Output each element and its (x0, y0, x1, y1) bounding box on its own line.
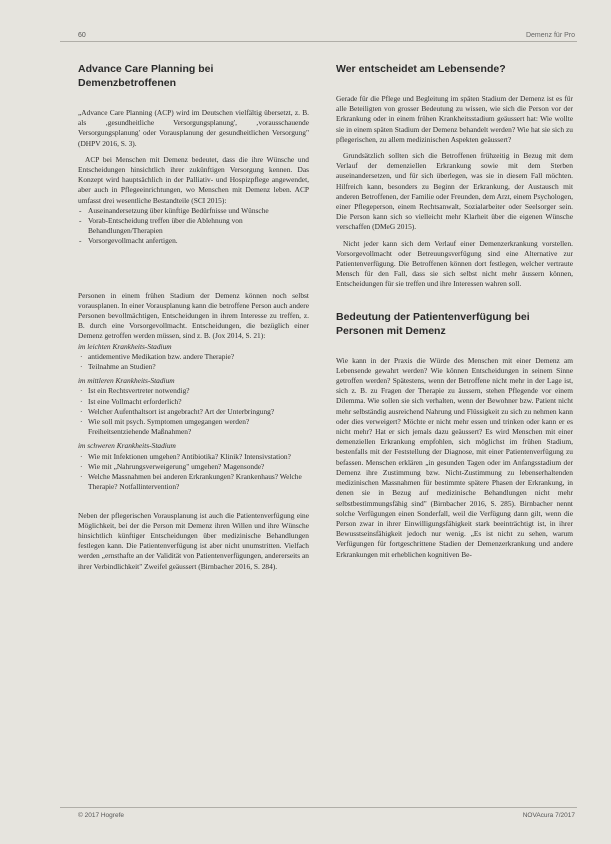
stage-heading: im mittleren Krankheits-Stadium (78, 376, 175, 386)
paragraph: ACP bei Menschen mit Demenz bedeutet, dass die ihre Wünsche und Entscheidungen hinsichtlich ihrer zukünftigen Versorgung kennen. Das Konzept wird hauptsächlich in der Palliativ- und Hospizpflege angewendet, aber auch in Pflegeeinrichtungen, wo Menschen mit Demenz leben. ACP umfasst drei wesentliche Bestandteile (SCI 2015): (78, 154, 309, 205)
section-heading-lebensende: Wer entscheidet am Lebensende? (336, 63, 506, 75)
list-item: · Welcher Aufenthaltsort ist angebracht? Art der Unterbringung? (88, 407, 309, 417)
stage-list (78, 386, 309, 437)
paragraph: Nicht jeder kann sich dem Verlauf einer Demenzerkrankung vorstellen. Vorsorgevollmacht oder Betreuungsverfügung sind eine Alternative zur Patientenverfügung. Die Betroffenen können dort festlegen, welcher vertraute Mensch für den Fall, dass sie sich selbst nicht mehr äussern können, Entscheidungen für sie treffen und ihre Interessen wahren soll. (336, 238, 573, 289)
footer-journal: NOVAcura 7/2017 (522, 812, 575, 819)
paragraph: Personen in einem frühen Stadium der Demenz können noch selbst vorausplanen. In einer Vorausplanung kann die betroffene Person auch andere Personen bevollmächtigen, Entscheidungen in ihrem Interesse zu treffen, z. B. durch eine Vorsorgevollmacht. Entscheidungen, die bezüglich einer Demenz getroffen werden müssen, sind z. B. (Jox 2014, S. 21): (78, 290, 309, 341)
stage-heading: im leichten Krankheits-Stadium (78, 341, 172, 351)
paragraph: Gerade für die Pflege und Begleitung im späten Stadium der Demenz ist es für alle Beteiligten von grosser Bedeutung zu wissen, wie sich die Person vor der Erkrankung oder in einem frühen Krankheitsstadium geäussert hat: Wie wollte sie in einem späten Stadium der Demenz behandelt werden? Wie hat sie sich zu pflegerischen, zu allem medizinischen Aspekten geäussert? (336, 94, 573, 144)
paragraph: Grundsätzlich sollten sich die Betroffenen frühzeitig in Bezug mit dem Verlauf der demenziellen Erkrankung sowie mit dem Sterben auseinandersetzen, und für sich überlegen, was sie in diesem Fall möchten. Hilfreich kann, besonders zu Beginn der Erkrankung, der Austausch mit anderen Betroffenen, der Familie oder Freunden, dem Arzt, einem Psychologen, einer Pflegeperson, einem Rechtsanwalt, Sozialarbeiter oder Seelsorger sein. Die Person kann sich so vielleicht mehr Klarheit über die eigenen Wünsche verschaffen (DMeG 2015). (336, 151, 573, 232)
list-item: - Vorab-Entscheidung treffen über die Ablehnung von Behandlungen/Therapien (88, 216, 309, 236)
footer-copyright: © 2017 Hogrefe (78, 812, 124, 819)
stage-list (78, 352, 309, 372)
stage-list (78, 452, 309, 493)
paragraph: „Advance Care Planning (ACP) wird im Deutschen vielfältig übersetzt, z. B. als ‚gesundheitliche Versorgungsplanung', ‚vorausschauende Versorgungsplanung' oder Vorausplanung der gesundheitlichen Versorgung" (DHPV 2016, S. 3). (78, 108, 309, 148)
stage-heading: im schweren Krankheits-Stadium (78, 441, 176, 451)
list-item: - Vorsorgevollmacht anfertigen. (88, 236, 309, 246)
acp-components-list (78, 206, 309, 247)
list-item: · antidementive Medikation bzw. andere Therapie? (88, 352, 309, 362)
list-item: - Auseinandersetzung über künftige Bedürfnisse und Wünsche (88, 206, 309, 216)
list-item: · Wie mit „Nahrungsverweigerung" umgehen? Magensonde? (88, 462, 309, 472)
section-heading-acp: Advance Care Planning bei Demenzbetroffenen (78, 63, 214, 89)
running-head: Demenz für Pro (525, 32, 575, 39)
left-column (78, 62, 309, 578)
page-number: 60 (78, 32, 86, 39)
section-heading-patientenverfuegung: Bedeutung der Patientenverfügung bei Personen mit Demenz (336, 310, 530, 337)
list-item: · Welche Massnahmen bei anderen Erkrankungen? Krankenhaus? Welche Therapie? Notfallintervention? (88, 472, 309, 492)
list-item: · Ist ein Rechtsvertreter notwendig? (88, 386, 309, 396)
paragraph: Wie kann in der Praxis die Würde des Menschen mit einer Demenz am Lebensende gewahrt werden? Wie können Entscheidungen in seinem Sinne getroffen werden? Spätestens, wenn der Betroffene nicht mehr in der Lage ist, sich z. B. zu Fragen der Therapie zu äussern, stehen Pflegende vor einem Dilemma. Wie sollen sie sich verhalten, wenn der Bewohner bzw. Patient nicht mehr selbständig ausreichend Nahrung und Flüssigkeit zu sich zu nehmen kann oder dies verweigert? Möchte er nicht mehr essen und trinken oder kann er es nicht mehr? Hat er sich jemals dazu geäussert? Es wird Menschen mit einer demenziellen Erkrankung empfohlen, sich möglichst im frühen Stadium, bestenfalls mit der Feststellung der Diagnose, mit einer Patientenverfügung zu befassen. Menschen erklären „in gesunden Tagen oder im Anfangsstadium der Demenz ihre Zustimmung bzw. Nicht-Zustimmung zu lebenserhaltenden medizinischen Massnahmen für bestimmte spätere Phasen der Erkrankung, in denen sie in Bezug auf medizinische Behandlungen nicht mehr selbstbestimmungsfähig sind" (Birnbacher 2016, S. 285). Birnbacher nennt solche Verfügungen einen Sonderfall, weil die Verfügung dann gilt, wenn die Person zwar in ihrer Einwilligungsfähigkeit stark beeinträchtigt ist, in ihrer Bewusstseinsfähigkeit jedoch nur wenig. „Es ist nicht zu sehen, warum Verfügungen für fortgeschrittene Stadien der Demenzerkrankung und andere Erkrankungen mit erheblichen kognitiven Be- (336, 355, 573, 559)
list-item: · Ist eine Vollmacht erforderlich? (88, 397, 309, 407)
list-item: · Wie soll mit psych. Symptomen umgegangen werden? Freiheitsentziehende Maßnahmen? (88, 417, 309, 437)
right-column (336, 62, 573, 566)
footer-rule (60, 807, 577, 808)
list-item: · Wie mit Infektionen umgehen? Antibiotika? Klinik? Intensivstation? (88, 452, 309, 462)
paragraph: Neben der pflegerischen Vorausplanung ist auch die Patientenverfügung eine Möglichkeit, bei der die Person mit Demenz ihren Willen und ihre Wünsche hinsichtlich künftiger Entscheidungen über medizinische Behandlungen festlegen kann. Die Patientenverfügung ist aber nicht unumstritten. Vielfach werden „ernsthafte an der Validität von Patientenverfügungen, andererseits an ihrer Verbindlichkeit" Zweifel geäussert (Birnbacher 2016, S. 284). (78, 510, 309, 571)
header-rule (60, 41, 577, 42)
list-item: · Teilnahme an Studien? (88, 362, 309, 372)
